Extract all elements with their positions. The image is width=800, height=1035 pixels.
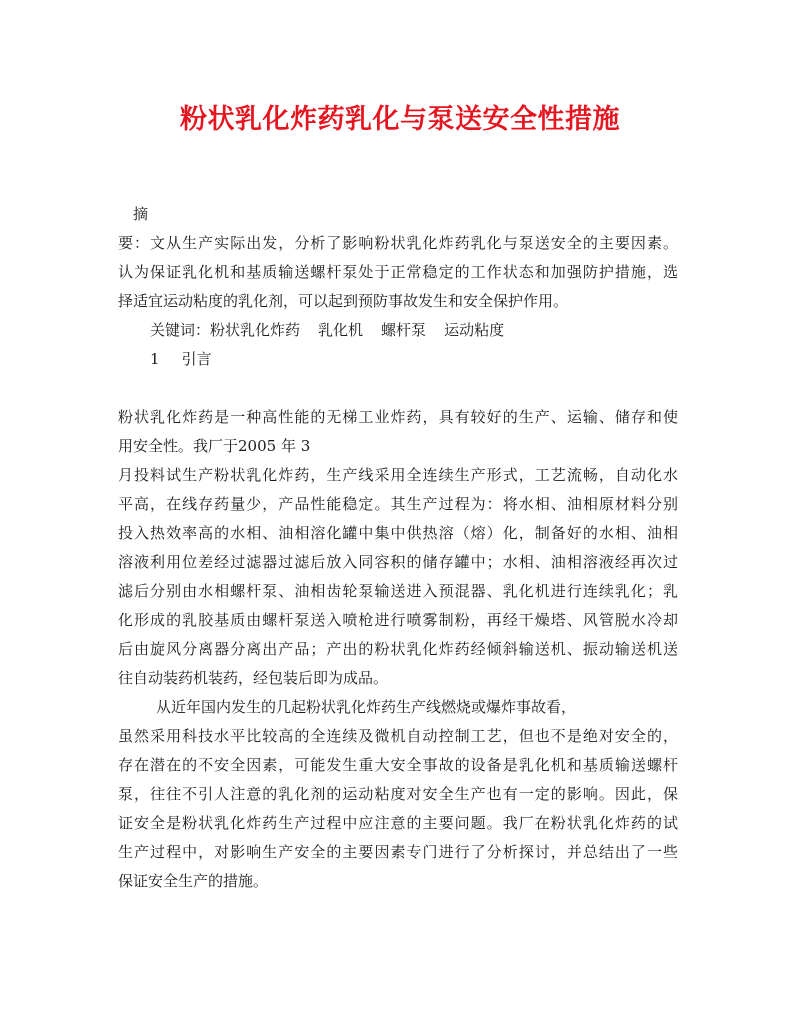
paragraph-line: 生产过程中，对影响生产安全的主要因素专门进行了分析探讨，并总结出了一些 xyxy=(118,843,678,861)
paragraph-line: 从近年国内发生的几起粉状乳化炸药生产线燃烧或爆炸事故看， xyxy=(156,698,577,716)
paragraph-background xyxy=(118,693,678,896)
paragraph-line: 滤后分别由水相螺杆泵、油相齿轮泵输送进入预混器、乳化机进行连续乳化；乳 xyxy=(118,582,678,600)
paragraph-intro xyxy=(118,403,678,693)
keywords-label: 关键词： xyxy=(150,321,211,339)
paragraph-line: 月投料试生产粉状乳化炸药，生产线采用全连续生产形式，工艺流畅，自动化水 xyxy=(118,466,678,484)
paragraph-line: 保证安全生产的措施。 xyxy=(118,872,269,890)
paragraph-line: 溶液利用位差经过滤器过滤后放入同容积的储存罐中；水相、油相溶液经再次过 xyxy=(118,553,678,571)
paragraph-line: 存在潜在的不安全因素，可能发生重大安全事故的设备是乳化机和基质输送螺杆 xyxy=(118,756,678,774)
keywords-line xyxy=(118,316,678,345)
abstract-label: 摘 xyxy=(133,205,149,223)
abstract-line: 择适宜运动粘度的乳化剂，可以起到预防事故发生和安全保护作用。 xyxy=(118,292,569,310)
paragraph-line: 平高，在线存药量少，产品性能稳定。其生产过程为：将水相、油相原材料分别 xyxy=(118,495,678,513)
section-number: 1 xyxy=(150,350,160,368)
keyword: 粉状乳化炸药 xyxy=(210,321,301,339)
document-title: 粉状乳化炸药乳化与泵送安全性措施 xyxy=(180,104,620,135)
abstract-line: 要：文从生产实际出发，分析了影响粉状乳化炸药乳化与泵送安全的主要因素。 xyxy=(118,234,678,252)
abstract-line: 认为保证乳化机和基质输送螺杆泵处于正常稳定的工作状态和加强防护措施，选 xyxy=(118,263,678,281)
paragraph-line: 往自动装药机装药，经包装后即为成品。 xyxy=(118,669,389,687)
keyword: 螺杆泵 xyxy=(381,321,427,339)
paragraph-line: 虽然采用科技水平比较高的全连续及微机自动控制工艺，但也不是绝对安全的， xyxy=(118,727,678,745)
paragraph-line: 用安全性。我厂于2005 年 3 xyxy=(118,437,311,455)
keyword: 运动粘度 xyxy=(444,321,505,339)
paragraph-line: 投入热效率高的水相、油相溶化罐中集中供热溶（熔）化，制备好的水相、油相 xyxy=(118,524,678,542)
section-title: 引言 xyxy=(181,350,212,368)
paragraph-line: 粉状乳化炸药是一种高性能的无梯工业炸药，具有较好的生产、运输、储存和使 xyxy=(118,408,678,426)
section-heading xyxy=(118,345,678,374)
paragraph-line: 证安全是粉状乳化炸药生产过程中应注意的主要问题。我厂在粉状乳化炸药的试 xyxy=(118,814,678,832)
document-body xyxy=(118,200,678,896)
keyword: 乳化机 xyxy=(318,321,364,339)
paragraph-line: 后由旋风分离器分离出产品；产出的粉状乳化炸药经倾斜输送机、振动输送机送 xyxy=(118,640,678,658)
paragraph-line: 化形成的乳胶基质由螺杆泵送入喷枪进行喷雾制粉，再经干燥塔、风管脱水冷却 xyxy=(118,611,678,629)
paragraph-line: 泵，往往不引人注意的乳化剂的运动粘度对安全生产也有一定的影响。因此，保 xyxy=(118,785,678,803)
